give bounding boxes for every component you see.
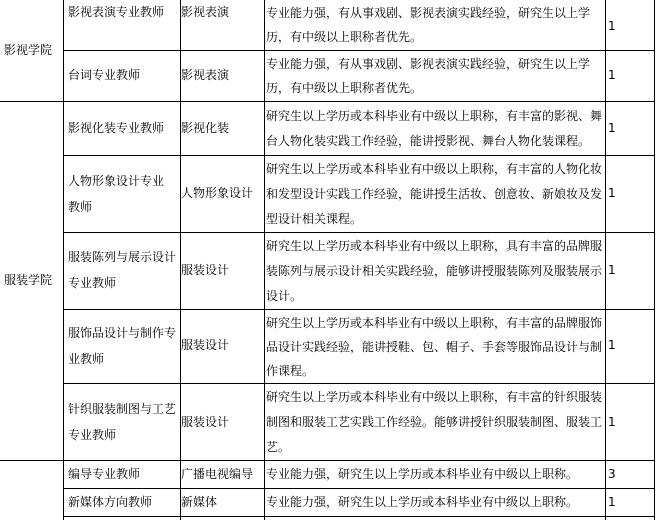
count-cell: 1 [608, 186, 616, 200]
grid-line [63, 232, 655, 233]
requirement-cell: 专业能力强，有从事戏剧、影视表演实践经验，研究生以上学历，有中级以上职称者优先。 [266, 57, 591, 95]
requirement-cell: 研究生以上学历或本科毕业有中级以上职称，有丰富的影视、舞台人物化装实践工作经验，能讲授影视、舞台人物化装课程。 [266, 109, 603, 148]
position-cell: 影视表演专业教师 [68, 5, 165, 19]
major-cell: 服装设计 [181, 338, 230, 352]
grid-line [654, 0, 655, 520]
requirement-cell: 专业能力强，研究生以上学历或本科毕业有中级以上职称。 [266, 467, 579, 481]
count-cell: 1 [608, 68, 616, 82]
major-cell: 人物形象设计 [181, 186, 254, 200]
position-cell: 针织服装制图与工艺专业教师 [68, 402, 177, 442]
grid-line [63, 50, 655, 51]
grid-line [63, 309, 655, 310]
grid-line [63, 488, 655, 489]
grid-line [0, 460, 655, 461]
requirement-cell: 专业能力强，研究生以上学历或本科毕业有中级以上职称。 [266, 495, 579, 509]
requirement-cell: 研究生以上学历或本科毕业有中级以上职称，有丰富的人物化妆和发型设计实践工作经验，能讲授生活妆、创意妆、新娘妆及发型设计相关课程。 [266, 162, 603, 226]
requirement-cell: 研究生以上学历或本科毕业有中级以上职称，具有丰富的品牌服装陈列与展示设计相关实践经验，能够讲授服装陈列及服装展示设计。 [266, 239, 603, 303]
grid-line [63, 383, 655, 384]
position-cell: 台词专业教师 [68, 68, 141, 82]
major-cell: 影视表演 [181, 5, 230, 19]
position-cell: 服饰品设计与制作专业教师 [68, 326, 177, 366]
count-cell: 3 [608, 467, 616, 481]
count-cell: 1 [608, 415, 616, 429]
count-cell: 1 [608, 263, 616, 277]
requirement-cell: 研究生以上学历或本科毕业有中级以上职称，有丰富的针织服装制图和服装工艺实践工作经验。能够讲授针织服装制图、服装工艺。 [266, 390, 603, 454]
major-cell: 服装设计 [181, 415, 230, 429]
requirement-cell: 研究生以上学历或本科毕业有中级以上职称，有丰富的品牌服饰品设计实践经验，能讲授鞋、包、帽子、手套等服饰品设计与制作课程。 [266, 316, 603, 378]
college-cell: 服装学院 [4, 273, 53, 287]
position-cell: 编导专业教师 [68, 467, 141, 481]
requirement-cell: 专业能力强，有从事戏剧、影视表演实践经验，研究生以上学历，有中级以上职称者优先。 [266, 6, 591, 44]
grid-line [264, 0, 265, 520]
position-cell: 影视化装专业教师 [68, 121, 165, 135]
major-cell: 影视化装 [181, 121, 230, 135]
count-cell: 1 [608, 19, 616, 33]
grid-line [63, 516, 655, 517]
grid-line [63, 0, 64, 520]
position-cell: 人物形象设计专业教师 [68, 174, 165, 214]
position-cell: 服装陈列与展示设计专业教师 [68, 250, 177, 290]
major-cell: 广播电视编导 [181, 467, 254, 481]
major-cell: 影视表演 [181, 68, 230, 82]
position-cell: 新媒体方向教师 [68, 495, 153, 509]
count-cell: 1 [608, 121, 616, 135]
college-cell: 影视学院 [4, 43, 53, 57]
count-cell: 1 [608, 338, 616, 352]
major-cell: 服装设计 [181, 263, 230, 277]
grid-line [63, 155, 655, 156]
grid-line [0, 101, 655, 102]
major-cell: 新媒体 [181, 495, 218, 509]
count-cell: 1 [608, 495, 616, 509]
